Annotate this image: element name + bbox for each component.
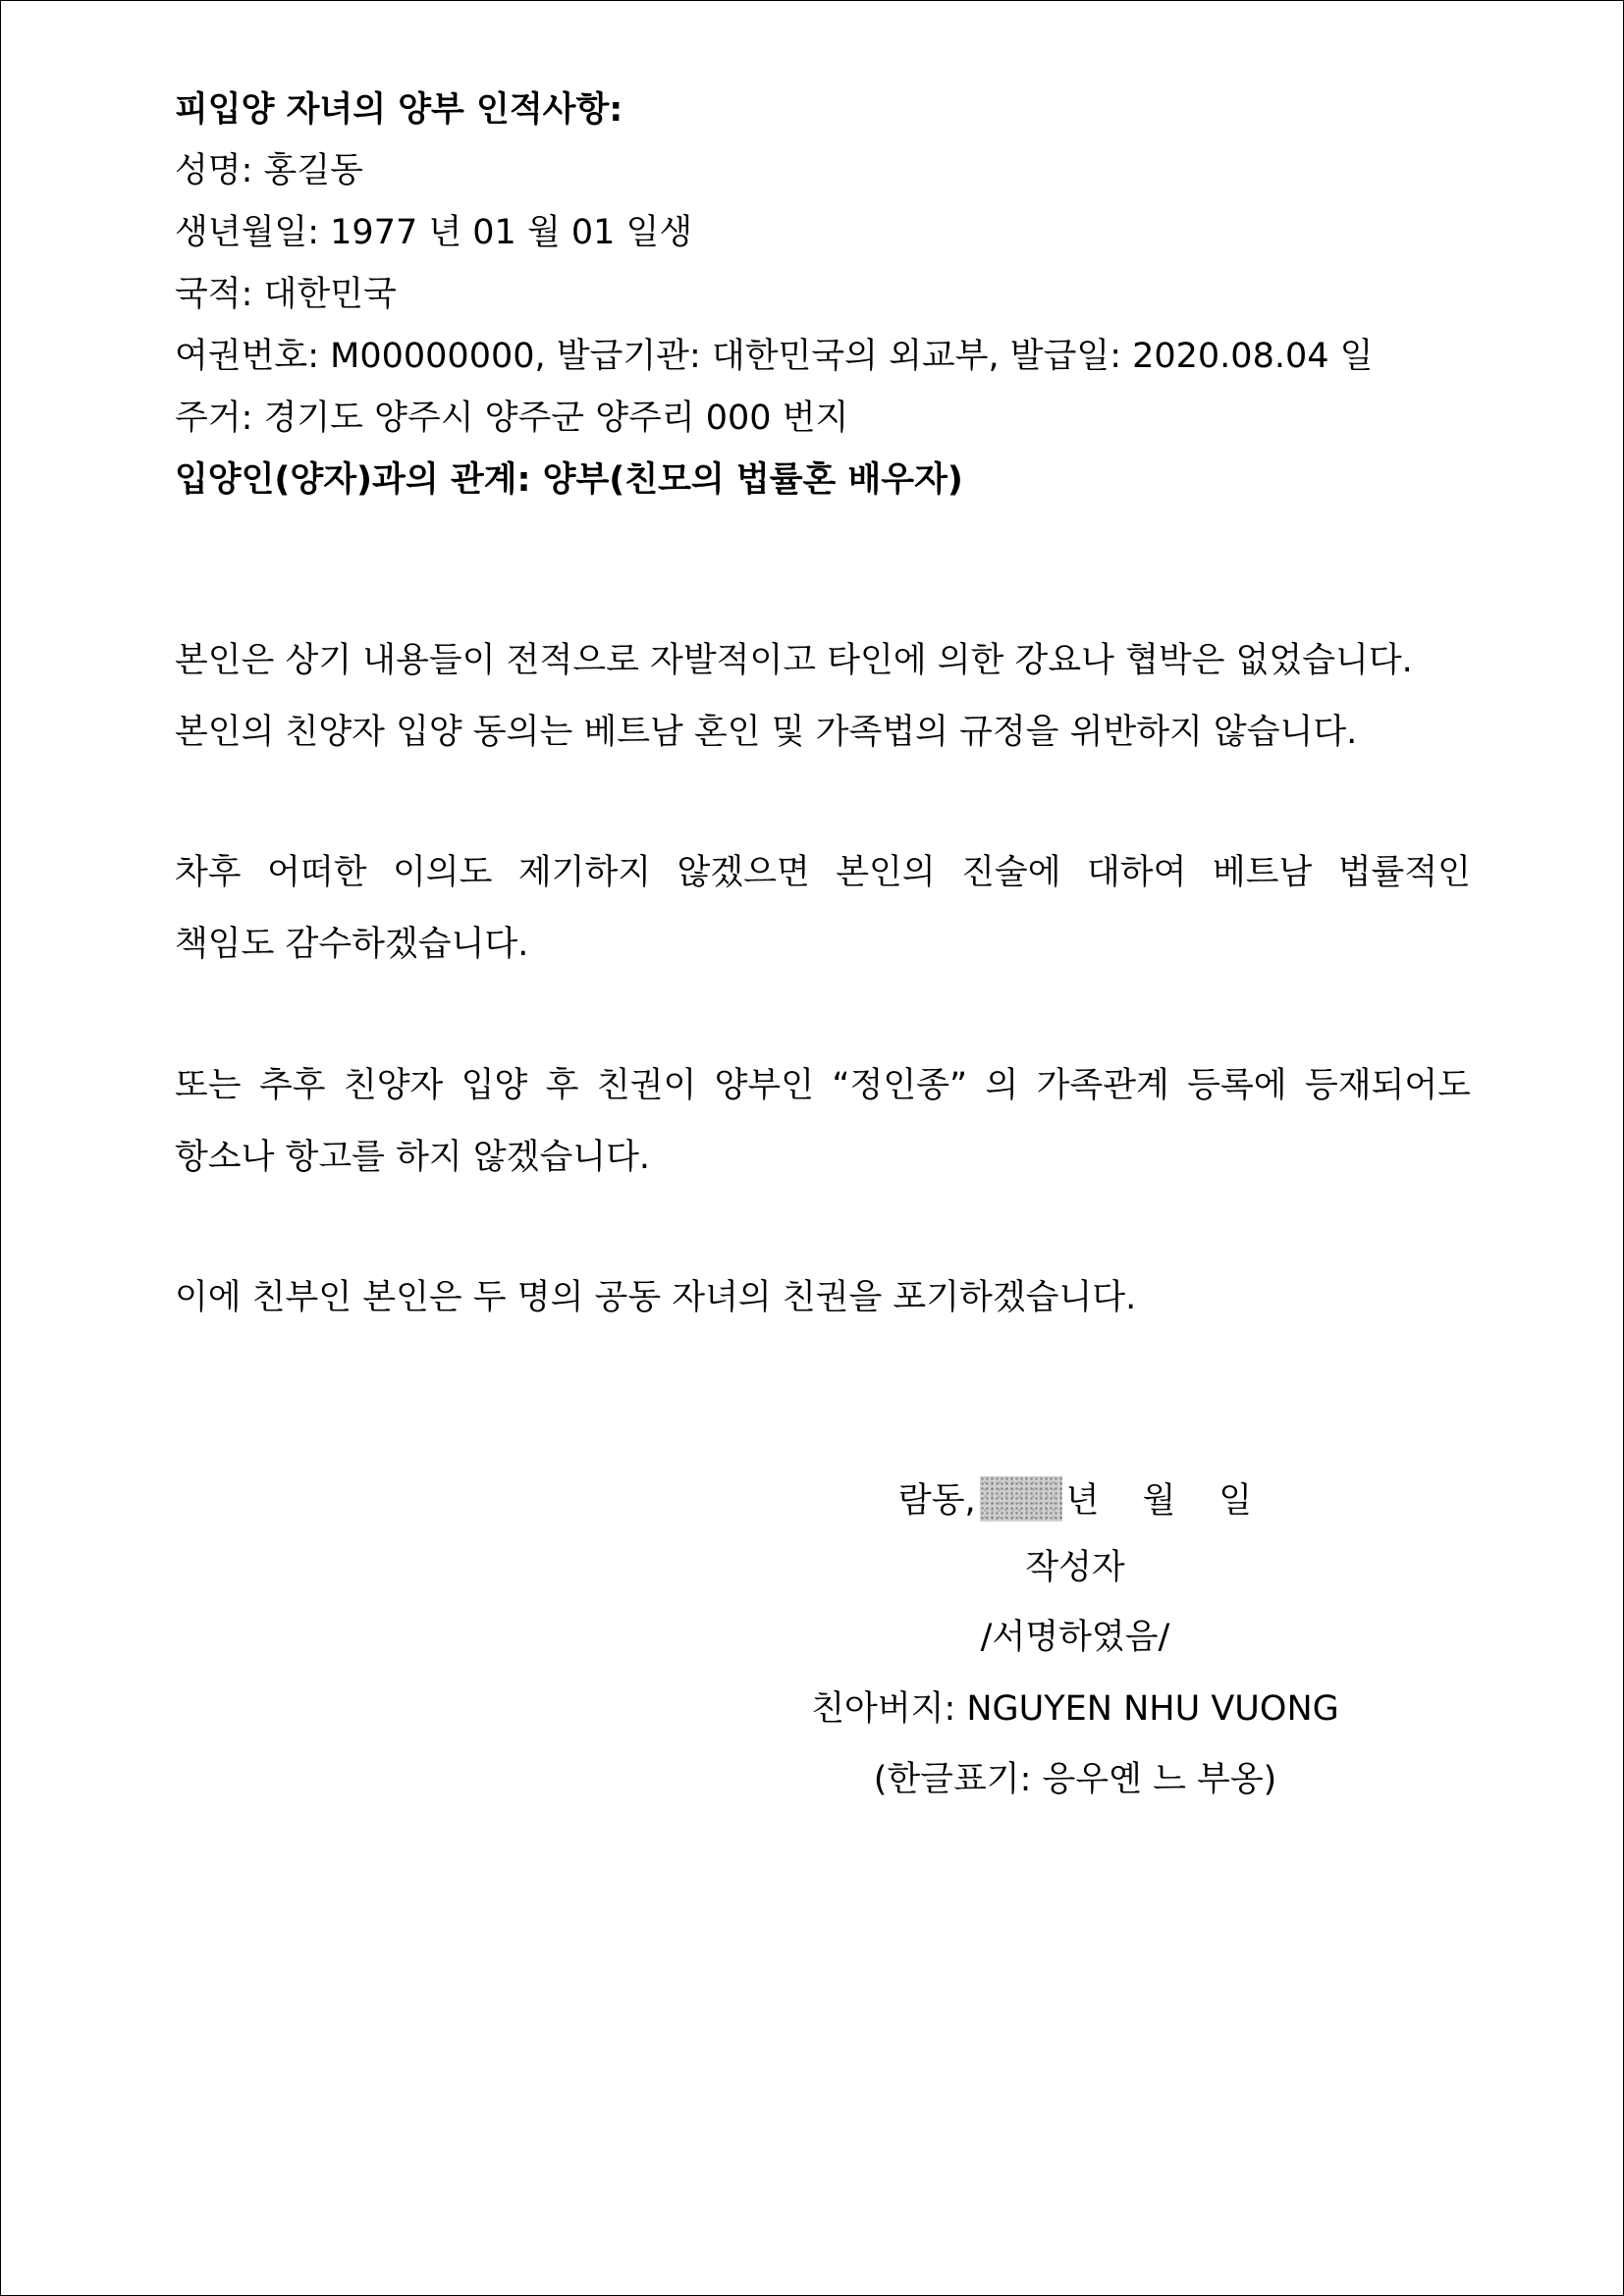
paragraph-1-line-1: 본인은 상기 내용들이 전적으로 자발적이고 타인에 의한 강요나 협박은 없었습니다.: [175, 641, 1413, 680]
nationality-line: 국적: 대한민국: [175, 275, 397, 314]
paragraph-1-line-2: 본인의 친양자 입양 동의는 베트남 혼인 및 가족법의 규정을 위반하지 않습니다.: [175, 713, 1358, 752]
year-label: 년: [1065, 1481, 1100, 1521]
paragraph-3-line-2: 항소나 항고를 하지 않겠습니다.: [175, 1138, 651, 1177]
signature-place: 람동,: [897, 1481, 976, 1521]
address-line: 주거: 경기도 양주시 양주군 양주리 000 번지: [175, 399, 849, 438]
author-label: 작성자: [1025, 1548, 1125, 1587]
relation-line: 입양인(양자)과의 관계: 양부(친모의 법률혼 배우자): [175, 460, 963, 500]
passport-line: 여권번호: M00000000, 발급기관: 대한민국의 외교부, 발급일: 2020.08.04 일: [175, 337, 1374, 376]
paragraph-2-line-2: 책임도 감수하겠습니다.: [175, 925, 529, 964]
signature-date-line: [746, 1476, 1404, 1522]
name-line: 성명: 홍길동: [175, 151, 363, 190]
day-label: 일: [1218, 1481, 1253, 1521]
paragraph-4-line-1: 이에 친부인 본인은 두 명의 공동 자녀의 친권을 포기하겠습니다.: [175, 1278, 1137, 1317]
father-name: 친아버지: NGUYEN NHU VUONG: [811, 1689, 1339, 1729]
month-label: 월: [1142, 1481, 1176, 1521]
redacted-year: [980, 1476, 1062, 1522]
paragraph-2-line-1: 차후 어떠한 이의도 제기하지 않겠으면 본인의 진술에 대하여 베트남 법률적인: [175, 853, 1471, 892]
birthdate-line: 생년월일: 1977 년 01 월 01 일생: [175, 213, 693, 252]
signed-note: /서명하였음/: [980, 1618, 1170, 1657]
section-title: 피입양 자녀의 양부 인적사항:: [175, 90, 623, 130]
korean-name: (한글표기: 응우옌 느 부옹): [873, 1760, 1277, 1799]
paragraph-3-line-1: 또는 추후 친양자 입양 후 친권이 양부인 “정인종” 의 가족관계 등록에 등재되어도: [175, 1066, 1471, 1105]
